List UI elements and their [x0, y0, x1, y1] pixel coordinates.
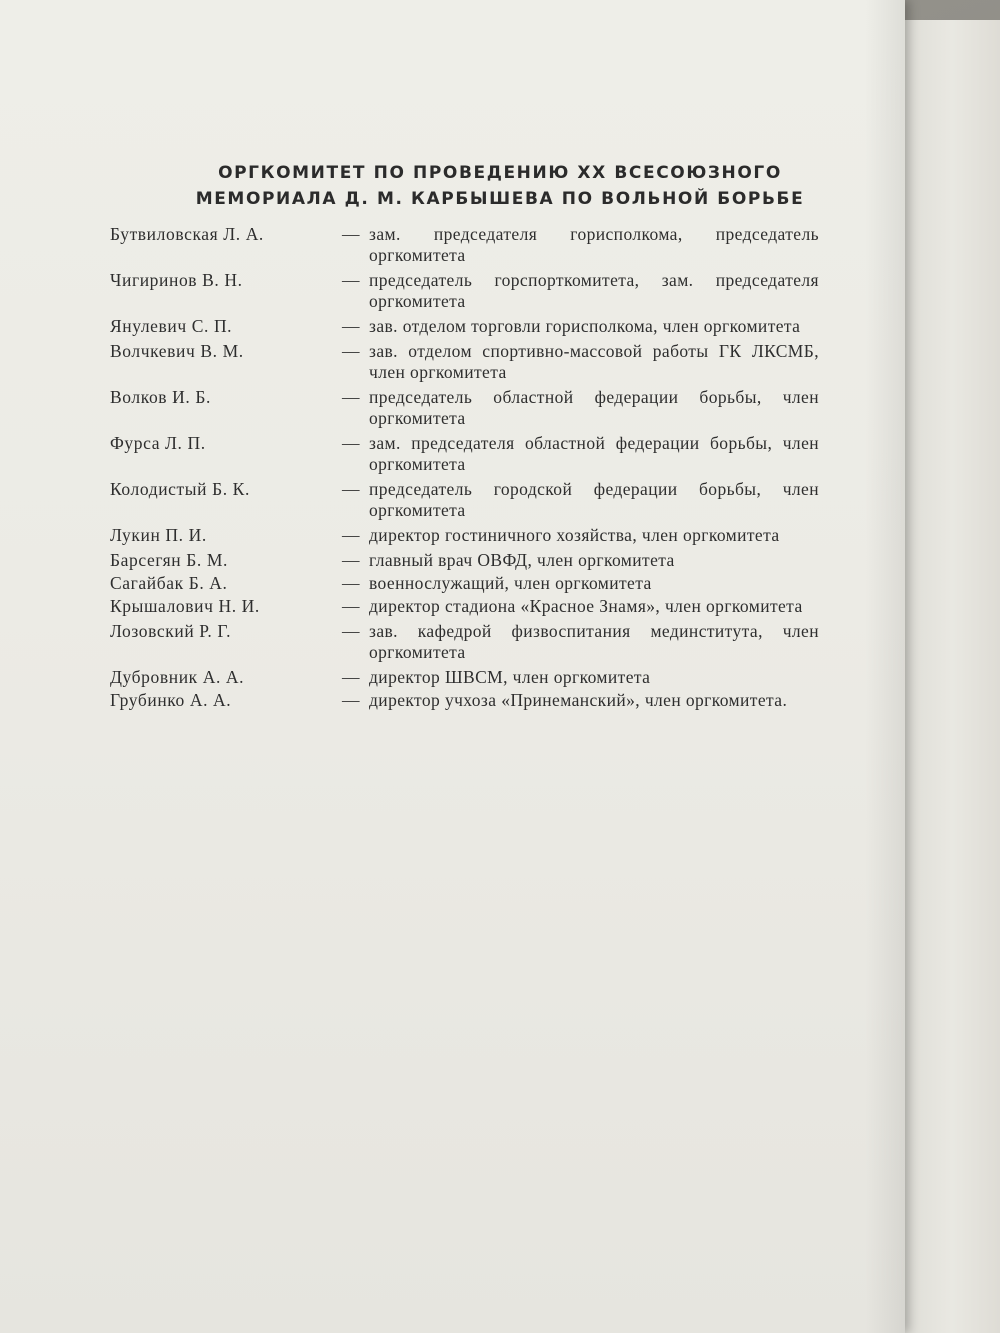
member-row [110, 525, 830, 546]
dash-separator: — [342, 621, 360, 641]
member-role: председатель городской федерации борьбы, член оргкомитета [369, 479, 819, 520]
member-name: Сагайбак Б. А. [110, 573, 228, 593]
dash-separator: — [342, 433, 360, 453]
member-role: зам. председателя областной федерации борьбы, член оргкомитета [369, 433, 819, 474]
member-row [110, 621, 830, 663]
dash-separator: — [342, 341, 360, 361]
member-row [110, 596, 830, 617]
member-role: директор учхоза «Принеманский», член оргкомитета. [369, 690, 788, 710]
member-role: директор стадиона «Красное Знамя», член оргкомитета [369, 596, 803, 616]
member-row [110, 341, 830, 383]
member-name: Колодистый Б. К. [110, 479, 250, 499]
member-name: Грубинко А. А. [110, 690, 232, 710]
member-role: военнослужащий, член оргкомитета [369, 573, 652, 593]
member-role: председатель горспорткомитета, зам. председателя оргкомитета [369, 270, 819, 311]
dash-separator: — [342, 387, 360, 407]
title-line-1: ОРГКОМИТЕТ ПО ПРОВЕДЕНИЮ XX ВСЕСОЮЗНОГО [218, 163, 782, 183]
dash-separator: — [342, 270, 360, 290]
member-role: директор ШВСМ, член оргкомитета [369, 667, 651, 687]
member-row [110, 690, 830, 711]
member-name: Волков И. Б. [110, 387, 211, 407]
member-row [110, 433, 830, 475]
member-name: Лукин П. И. [110, 525, 207, 545]
member-role: зав. кафедрой физвоспитания мединститута, член оргкомитета [369, 621, 819, 662]
dash-separator: — [342, 479, 360, 499]
member-name: Чигиринов В. Н. [110, 270, 243, 290]
member-role: зав. отделом торговли горисполкома, член оргкомитета [369, 316, 801, 336]
member-role: зав. отделом спортивно-массовой работы ГК ЛКСМБ, член оргкомитета [369, 341, 819, 382]
member-name: Крышалович Н. И. [110, 596, 260, 616]
dash-separator: — [342, 667, 360, 687]
member-role: председатель областной федерации борьбы, член оргкомитета [369, 387, 819, 428]
member-name: Барсегян Б. М. [110, 550, 228, 570]
member-row [110, 387, 830, 429]
member-name: Лозовский Р. Г. [110, 621, 232, 641]
member-row [110, 667, 830, 688]
member-name: Янулевич С. П. [110, 316, 233, 336]
member-name: Волчкевич В. М. [110, 341, 244, 361]
dash-separator: — [342, 550, 360, 570]
member-role: директор гостиничного хозяйства, член оргкомитета [369, 525, 780, 545]
member-row [110, 316, 830, 337]
member-row [110, 573, 830, 594]
dash-separator: — [342, 596, 360, 616]
dash-separator: — [342, 690, 360, 710]
member-row [110, 270, 830, 312]
member-row [110, 479, 830, 521]
member-name: Фурса Л. П. [110, 433, 206, 453]
dash-separator: — [342, 573, 360, 593]
member-name: Бутвиловская Л. А. [110, 224, 264, 244]
member-row [110, 224, 830, 266]
dash-separator: — [342, 224, 360, 244]
page-title [120, 160, 880, 212]
dash-separator: — [342, 316, 360, 336]
member-role: главный врач ОВФД, член оргкомитета [369, 550, 675, 570]
committee-list [110, 224, 830, 715]
member-row [110, 550, 830, 571]
dash-separator: — [342, 525, 360, 545]
title-line-2: МЕМОРИАЛА Д. М. КАРБЫШЕВА ПО ВОЛЬНОЙ БОРЬБЕ [195, 189, 805, 209]
member-name: Дубровник А. А. [110, 667, 245, 687]
member-role: зам. председателя горисполкома, председатель оргкомитета [369, 224, 819, 265]
